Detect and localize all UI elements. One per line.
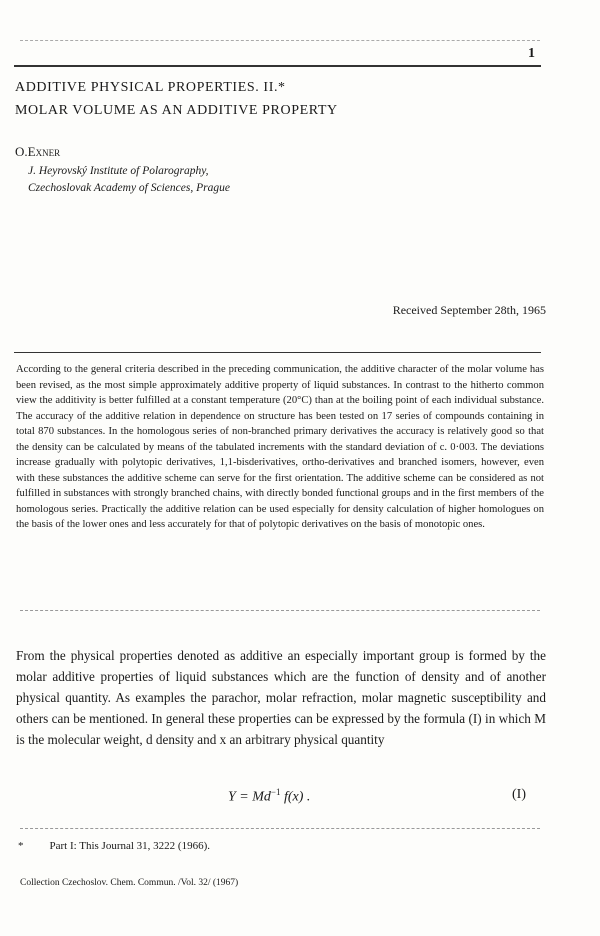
- footnote: [18, 840, 210, 852]
- footnote-separator: [20, 828, 540, 829]
- author-initial: O.: [15, 144, 28, 159]
- title-line-2: MOLAR VOLUME AS AN ADDITIVE PROPERTY: [15, 103, 338, 118]
- journal-footer: Collection Czechoslov. Chem. Commun. /Vol. 32/ (1967): [20, 878, 239, 888]
- footnote-mark: *: [18, 840, 24, 852]
- title-line-1: ADDITIVE PHYSICAL PROPERTIES. II.*: [15, 80, 286, 95]
- received-date: Received September 28th, 1965: [392, 303, 546, 317]
- footnote-text: Part I: This Journal 31, 3222 (1966).: [49, 840, 211, 852]
- formula-exponent: −1: [270, 787, 281, 797]
- formula-tail: f(x) .: [280, 789, 311, 805]
- formula-number: (I): [512, 787, 526, 802]
- abstract-separator: [20, 610, 540, 611]
- formula-main: Y = Md: [228, 789, 271, 805]
- abstract-rule: [14, 352, 541, 353]
- affiliation-line-2: Czechoslovak Academy of Sciences, Prague: [28, 182, 230, 194]
- top-scan-line: [20, 40, 540, 41]
- abstract: According to the general criteria described in the preceding communication, the additive character of the molar volume has been revised, as the most simple approximately additive property of liquid substances. In contrast to the hitherto common view the additivity is better fulfilled at a constant temperature (20°C) than at the boiling point of each individual substance. The accuracy of the additive relation in dependence on structure has been tested on 17 series of compounds containing in total 870 substances. In the homologous series of non-branched primary derivatives the accuracy is relatively good so that the density can be calculated by means of the tabulated increments with the standard deviation of c. 0·003. The deviations increase gradually with polytopic derivatives, 1,1-bisderivatives, ortho-derivatives and branched isomers, however, even with these substances the additive scheme can serve for the first orientation. The additive scheme can be considered as not fulfilled in substances with strongly branched chains, with directly bonded functional groups and in the first members of the homologous series. Practically the additive relation can be used especially for density calculation of higher homologues on the basis of the lower ones and less accurately for that of polytopic derivatives on the basis of monotopic ones.: [16, 364, 544, 530]
- formula: [228, 787, 310, 806]
- author-surname: Exner: [27, 144, 61, 159]
- header-rule: [14, 65, 541, 67]
- affiliation-line-1: J. Heyrovský Institute of Polarography,: [28, 165, 209, 177]
- author: [15, 144, 60, 160]
- page-number: 1: [528, 46, 535, 61]
- body-paragraph: From the physical properties denoted as additive an especially important group is formed by the molar additive properties of liquid substances which are the function of density and of another physical quantity. As examples the parachor, molar refraction, molar magnetic susceptibility and others can be mentioned. In general these properties can be expressed by the formula (I) in which M is the molecular weight, d density and x an arbitrary physical quantity: [16, 648, 546, 747]
